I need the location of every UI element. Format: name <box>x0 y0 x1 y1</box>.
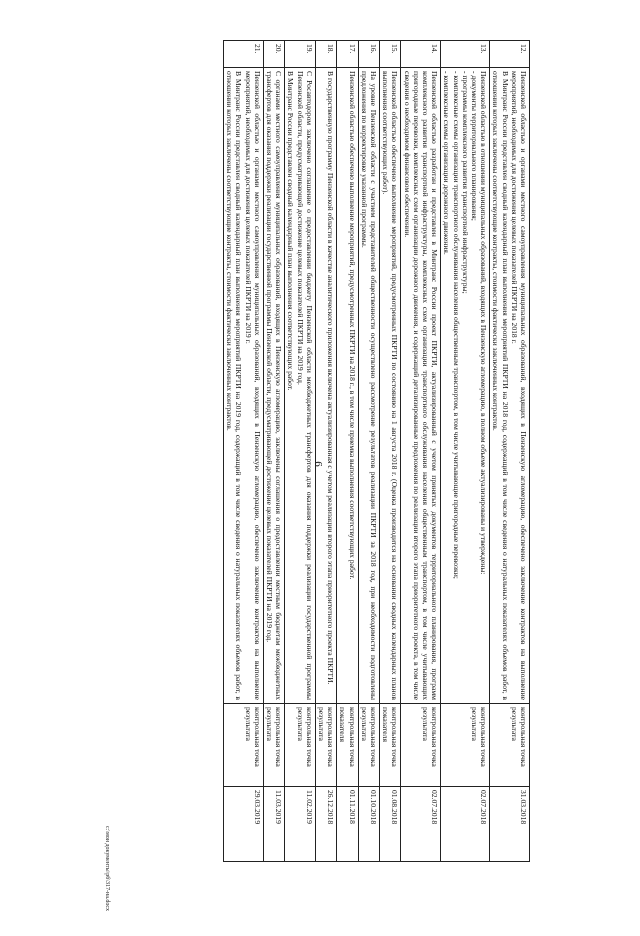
row-date: 31.03.2018 <box>490 787 530 862</box>
row-description <box>358 68 379 704</box>
row-description <box>379 68 400 704</box>
description-paragraph: Пензенской областью разработан и представлен в Минтранс России проект ПКРТИ, актуализированный с учетом принятых документов территориального планирования, программ комплексного развития транспортной инфраструктуры, комплексных схем организации транспортного обслуживания населения общественным транспортом, в том числе учитывающих пригородные перевозки, комплексных схем организации дорожного движения, и содержащий детализированные предложения по реализации второго этапа приоритетного проекта, в том числе сведения о необходимом финансовом обеспечении. <box>402 71 440 700</box>
row-description <box>285 68 316 704</box>
row-date: 02.07.2018 <box>441 787 490 862</box>
description-paragraph: Пензенской областью в отношении муниципальных образований, входящих в Пензенскую агломерацию, в полном объеме актуализированы и утверждены: <box>479 71 489 575</box>
row-date: 02.07.2018 <box>401 787 441 862</box>
row-number: 19. <box>285 41 316 68</box>
row-number: 16. <box>358 41 379 68</box>
row-number: 14. <box>401 41 441 68</box>
row-number: 21. <box>223 41 263 68</box>
row-date: 01.10.2018 <box>358 787 379 862</box>
footer-file-path: c:\мои документы\рб\317-на.docx <box>104 826 110 912</box>
description-paragraph: - программы комплексного развития транспортной инфраструктуры; <box>460 71 470 294</box>
table-row <box>223 41 263 862</box>
row-result-type: контрольная точка показателя <box>379 704 400 787</box>
description-paragraph: В Минтранс России представлен сводный календарный план выполнения мероприятий ПКРТИ на 2018 год, содержащий в том числе сведения о натуральных показателях объемов работ, в отношении которых заключены соответствующие контракты, стоимости фактически заключенных контрактов. <box>491 71 510 700</box>
description-paragraph: Пензенской областью и органами местного самоуправления муниципальных образований, входящих в Пензенскую агломерацию, обеспечено заключение контрактов на выполнение мероприятий, необходимых для достижения целевых показателей ПКРТИ на 2019 г. <box>243 71 262 700</box>
description-paragraph: Пензенской областью и органами местного самоуправления муниципальных образований, входящих в Пензенскую агломерацию, обеспечено заключение контрактов на выполнение мероприятий, необходимых для достижения целевых показателей ПКРТИ на 2018 г. <box>509 71 528 700</box>
row-result-type: контрольная точка результата <box>441 704 490 787</box>
description-paragraph: - комплексные схемы организации транспортного обслуживания населения общественным транспортом, в том числе учитывающие пригородные перевозки; <box>451 71 461 579</box>
description-paragraph: - документы территориального планирования; <box>469 71 479 221</box>
description-paragraph: В Минтранс России представлен сводный календарный план выполнения мероприятий ПКРТИ на 2019 год, содержащий в том числе сведения о натуральных показателях объемов работ, в отношении которых заключены соответствующие контракты, стоимости фактически заключенных контрактов. <box>225 71 244 700</box>
table-row <box>490 41 530 862</box>
row-number: 12. <box>490 41 530 68</box>
row-description <box>263 68 284 704</box>
table-row <box>401 41 441 862</box>
row-result-type: контрольная точка результата <box>358 704 379 787</box>
description-paragraph: - комплексные схемы организации дорожного движения. <box>442 71 452 255</box>
row-description <box>337 68 358 704</box>
rotated-table-container <box>72 40 530 862</box>
row-date: 26.12.2018 <box>315 787 336 862</box>
table-row <box>337 41 358 862</box>
row-number: 13. <box>441 41 490 68</box>
table-row <box>379 41 400 862</box>
row-result-type: контрольная точка показателя <box>337 704 358 787</box>
description-paragraph: В государственную программу Пензенской области в качестве аналитического приложения включена актуализированная с учетом реализации второго этапа приоритетного проекта ПКРТИ. <box>326 71 336 685</box>
table-row <box>285 41 316 862</box>
row-description <box>490 68 530 704</box>
description-paragraph: Пензенской областью обеспечено выполнение мероприятий, предусмотренных ПКРТИ по состоянию на 1 августа 2018 г. (Оценка производится на основании сводных календарных планов выполнения соответствующих работ). <box>381 71 400 700</box>
row-description <box>315 68 336 704</box>
row-date: 11.03.2019 <box>263 787 284 862</box>
row-result-type: контрольная точка результата <box>315 704 336 787</box>
row-date: 11.02.2019 <box>285 787 316 862</box>
description-paragraph: С Росавтодором заключено соглашение о предоставлении бюджету Пензенской области межбюджетных трансфертов для оказания поддержки реализации государственной программы Пензенской области, предусматривающей достижение целевых показателей ПКРТИ на 2019 год. <box>295 71 314 700</box>
page-number: 6 <box>312 461 324 467</box>
description-paragraph: С органами местного самоуправления муниципальных образований, входящих в Пензенскую агломерацию, заключены соглашения о предоставлении местным бюджетам межбюджетных трансфертов для оказания поддержки реализации государственной программы Пензенской области, предусматривающей достижение целевых показателей ПКРТИ на 2019 год. <box>264 71 284 700</box>
row-result-type: контрольная точка результата <box>401 704 441 787</box>
row-description <box>223 68 263 704</box>
row-result-type: контрольная точка результата <box>263 704 284 787</box>
row-date: 29.03.2019 <box>223 787 263 862</box>
row-date: 01.08.2018 <box>379 787 400 862</box>
checkpoints-table <box>223 40 530 862</box>
table-body <box>223 41 529 862</box>
row-number: 20. <box>263 41 284 68</box>
row-number: 18. <box>315 41 336 68</box>
description-paragraph: В Минтранс России представлен сводный календарный план выполнения соответствующих работ. <box>286 71 296 391</box>
row-result-type: контрольная точка результата <box>285 704 316 787</box>
description-paragraph: На уровне Пензенской области с участием представителей общественности осуществлено рассмотрение результатов реализации ПКРТИ за 2018 год, при необходимости подготовлены предложения по корректировке указанной программы. <box>359 71 378 700</box>
table-row <box>263 41 284 862</box>
description-paragraph: Пензенской областью обеспечено выполнение мероприятий, предусмотренных ПКРТИ на 2018 г., в том числе приемка выполнения соответствующих работ. <box>347 71 357 580</box>
row-description <box>401 68 441 704</box>
row-date: 01.11.2018 <box>337 787 358 862</box>
table-row <box>315 41 336 862</box>
table-row <box>358 41 379 862</box>
row-result-type: контрольная точка результата <box>223 704 263 787</box>
row-result-type: контрольная точка результата <box>490 704 530 787</box>
row-description <box>441 68 490 704</box>
table-row <box>441 41 490 862</box>
row-number: 15. <box>379 41 400 68</box>
row-number: 17. <box>337 41 358 68</box>
